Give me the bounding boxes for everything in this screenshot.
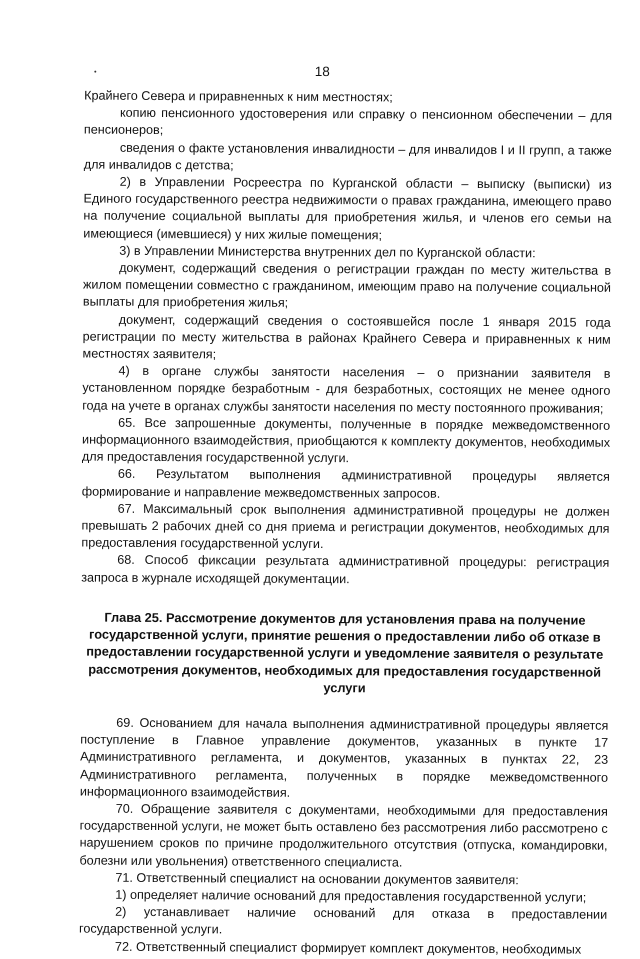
paragraph: 67. Максимальный срок выполнения административной процедуры не должен превышать 2 рабочих дней со дня приема и регистрации документов, необходимых для предоставления государственной услуги. [81, 501, 610, 552]
paragraph: копию пенсионного удостоверения или справку о пенсионном обеспечении – для пенсионеров; [83, 105, 613, 138]
page-number: 18 [314, 63, 330, 80]
paragraph: 69. Основанием для начала выполнения административной процедуры является поступление в Главное управление документов, указанных в пункте 17 Административного регламента, и документов, указанных в пунктах 22, 23 Административного регламента, полученных в порядке межведомственного информационного взаимодействия. [79, 715, 609, 800]
paragraph: 71. Ответственный специалист на основании документов заявителя: [115, 870, 519, 887]
paragraph: 65. Все запрошенные документы, полученные в порядке межведомственного информационного взаимодействия, приобщаются к комплекту документов, необходимых для предоставления государственной услуги. [81, 415, 611, 466]
paragraph: Крайнего Севера и приравненных к ним местностях; [84, 88, 393, 105]
paragraph: 72. Ответственный специалист формирует комплект документов, необходимых [114, 939, 582, 957]
paragraph: 4) в органе службы занятости населения – о признании заявителя в установленном порядке безработным - для безработных, состоящих не менее одного года на учете в органах службы занятости населения по месту постоянного проживания; [82, 364, 611, 416]
paragraph: сведения о факте установления инвалидности – для инвалидов I и II групп, а также для инвалидов с детства; [83, 140, 612, 173]
paragraph: 1) определяет наличие оснований для предоставления государственной услуги; [115, 887, 587, 905]
chapter-heading: Глава 25. Рассмотрение документов для установления права на получение государственной услуги, принятие решения о предоставлении либо об отказе в предоставлении государственной услуги и уведомление заявителя о результате рассмотрения документов, необходимых для предоставления государственной услуги [86, 609, 604, 695]
paragraph: 3) в Управлении Министерства внутренних дел по Курганской области: [119, 243, 536, 261]
paragraphs-top [81, 88, 612, 590]
document-body [79, 88, 612, 959]
paragraph: 2) устанавливает наличие оснований для отказа в предоставлении государственной услуги. [79, 904, 608, 937]
paragraph: 2) в Управлении Росреестра по Курганской области – выписку (выписки) из Единого государственного реестра недвижимости о правах гражданина, имеющего право на получение социальной выплаты для приобретения жилья, и членов его семьи на имеющиеся (имевшиеся) у них жилые помещения; [83, 174, 612, 242]
paragraph: документ, содержащий сведения о регистрации граждан по месту жительства в жилом помещении совместно с гражданином, имеющим право на получение социальной выплаты для приобретения жилья; [82, 260, 612, 311]
paragraph: 68. Способ фиксации результата административной процедуры: регистрация запроса в журнале исходящей документации. [81, 553, 610, 586]
paragraphs-bottom [79, 714, 608, 958]
paragraph: 66. Результатом выполнения административной процедуры является формирование и направление межведомственных запросов. [81, 467, 610, 501]
paragraph: документ, содержащий сведения о состоявшейся после 1 января 2015 года регистрации по месту жительства в районах Крайнего Севера и приравненных к ним местностях заявителя; [82, 312, 611, 362]
paragraph: 70. Обращение заявителя с документами, необходимыми для предоставления государственной услуги, не может быть оставлено без рассмотрения либо рассмотрено с нарушением сроков по причине продолжительного отсутствия (отпуска, командировки, болезни или увольнения) ответственного специалиста. [79, 801, 608, 870]
scan-speck [94, 71, 96, 73]
